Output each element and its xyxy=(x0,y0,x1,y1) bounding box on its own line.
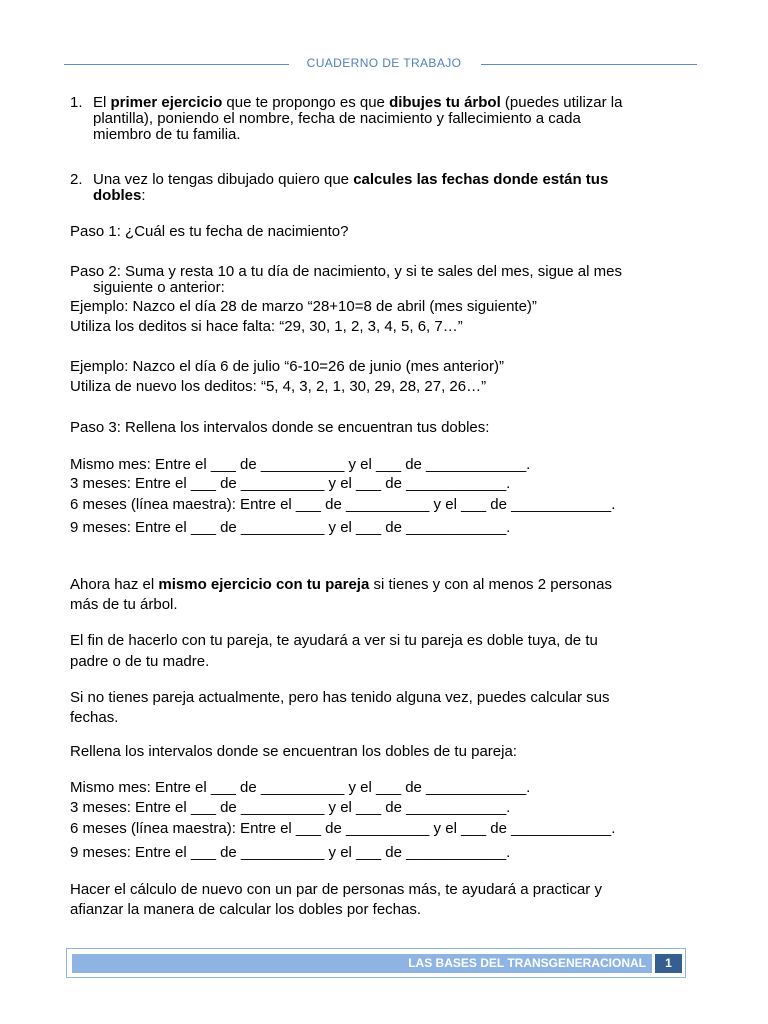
item2-line2: dobles: xyxy=(93,187,146,204)
fill1-9-months: 9 meses: Entre el ___ de __________ y el ___ de ____________. xyxy=(70,519,511,536)
item1-line2: plantilla), poniendo el nombre, fecha de nacimiento y fallecimiento a cada xyxy=(93,110,581,127)
paso1-text: Paso 1: ¿Cuál es tu fecha de nacimiento? xyxy=(70,223,349,240)
footer-title: LAS BASES DEL TRANSGENERACIONAL xyxy=(72,954,652,973)
fill1-same-month: Mismo mes: Entre el ___ de __________ y el ___ de ____________. xyxy=(70,456,531,473)
paso2-fingers2: Utiliza de nuevo los deditos: “5, 4, 3, 2, 1, 30, 29, 28, 27, 26…” xyxy=(70,378,487,395)
list-number-2: 2. xyxy=(70,171,83,188)
si-line1: Si no tienes pareja actualmente, pero has tenido alguna vez, puedes calcular sus xyxy=(70,689,610,706)
item2-line1: Una vez lo tengas dibujado quiero que calcules las fechas donde están tus xyxy=(93,171,609,188)
paso2-fingers1: Utiliza los deditos si hace falta: “29, 30, 1, 2, 3, 4, 5, 6, 7…” xyxy=(70,318,463,335)
pareja-line2: más de tu árbol. xyxy=(70,596,178,613)
si-line2: fechas. xyxy=(70,709,119,726)
fin-line1: El fin de hacerlo con tu pareja, te ayudará a ver si tu pareja es doble tuya, de tu xyxy=(70,632,598,649)
paso2-example1: Ejemplo: Nazco el día 28 de marzo “28+10=8 de abril (mes siguiente)” xyxy=(70,298,537,315)
paso2-line2: siguiente o anterior: xyxy=(93,279,225,296)
item1-line1: El primer ejercicio que te propongo es que dibujes tu árbol (puedes utilizar la xyxy=(93,94,623,111)
fill1-6-months: 6 meses (línea maestra): Entre el ___ de __________ y el ___ de ____________. xyxy=(70,496,616,513)
closing-line2: afianzar la manera de calcular los dobles por fechas. xyxy=(70,901,422,918)
paso2-example2: Ejemplo: Nazco el día 6 de julio “6-10=26 de junio (mes anterior)” xyxy=(70,358,504,375)
paso3-text: Paso 3: Rellena los intervalos donde se encuentran tus dobles: xyxy=(70,419,490,436)
fill2-6-months: 6 meses (línea maestra): Entre el ___ de __________ y el ___ de ____________. xyxy=(70,820,616,837)
fill2-9-months: 9 meses: Entre el ___ de __________ y el ___ de ____________. xyxy=(70,844,511,861)
item1-line3: miembro de tu familia. xyxy=(93,126,241,143)
rellena-pareja: Rellena los intervalos donde se encuentran los dobles de tu pareja: xyxy=(70,743,517,760)
fill2-same-month: Mismo mes: Entre el ___ de __________ y el ___ de ____________. xyxy=(70,779,531,796)
list-number-1: 1. xyxy=(70,94,83,111)
page-number: 1 xyxy=(655,954,682,973)
fin-line2: padre o de tu madre. xyxy=(70,653,210,670)
header-title: CUADERNO DE TRABAJO xyxy=(0,56,768,70)
fill2-3-months: 3 meses: Entre el ___ de __________ y el ___ de ____________. xyxy=(70,799,511,816)
paso2-line1: Paso 2: Suma y resta 10 a tu día de nacimiento, y si te sales del mes, sigue al mes xyxy=(70,263,622,280)
closing-line1: Hacer el cálculo de nuevo con un par de personas más, te ayudará a practicar y xyxy=(70,881,602,898)
pareja-line1: Ahora haz el mismo ejercicio con tu pareja si tienes y con al menos 2 personas xyxy=(70,576,612,593)
fill1-3-months: 3 meses: Entre el ___ de __________ y el ___ de ____________. xyxy=(70,475,511,492)
